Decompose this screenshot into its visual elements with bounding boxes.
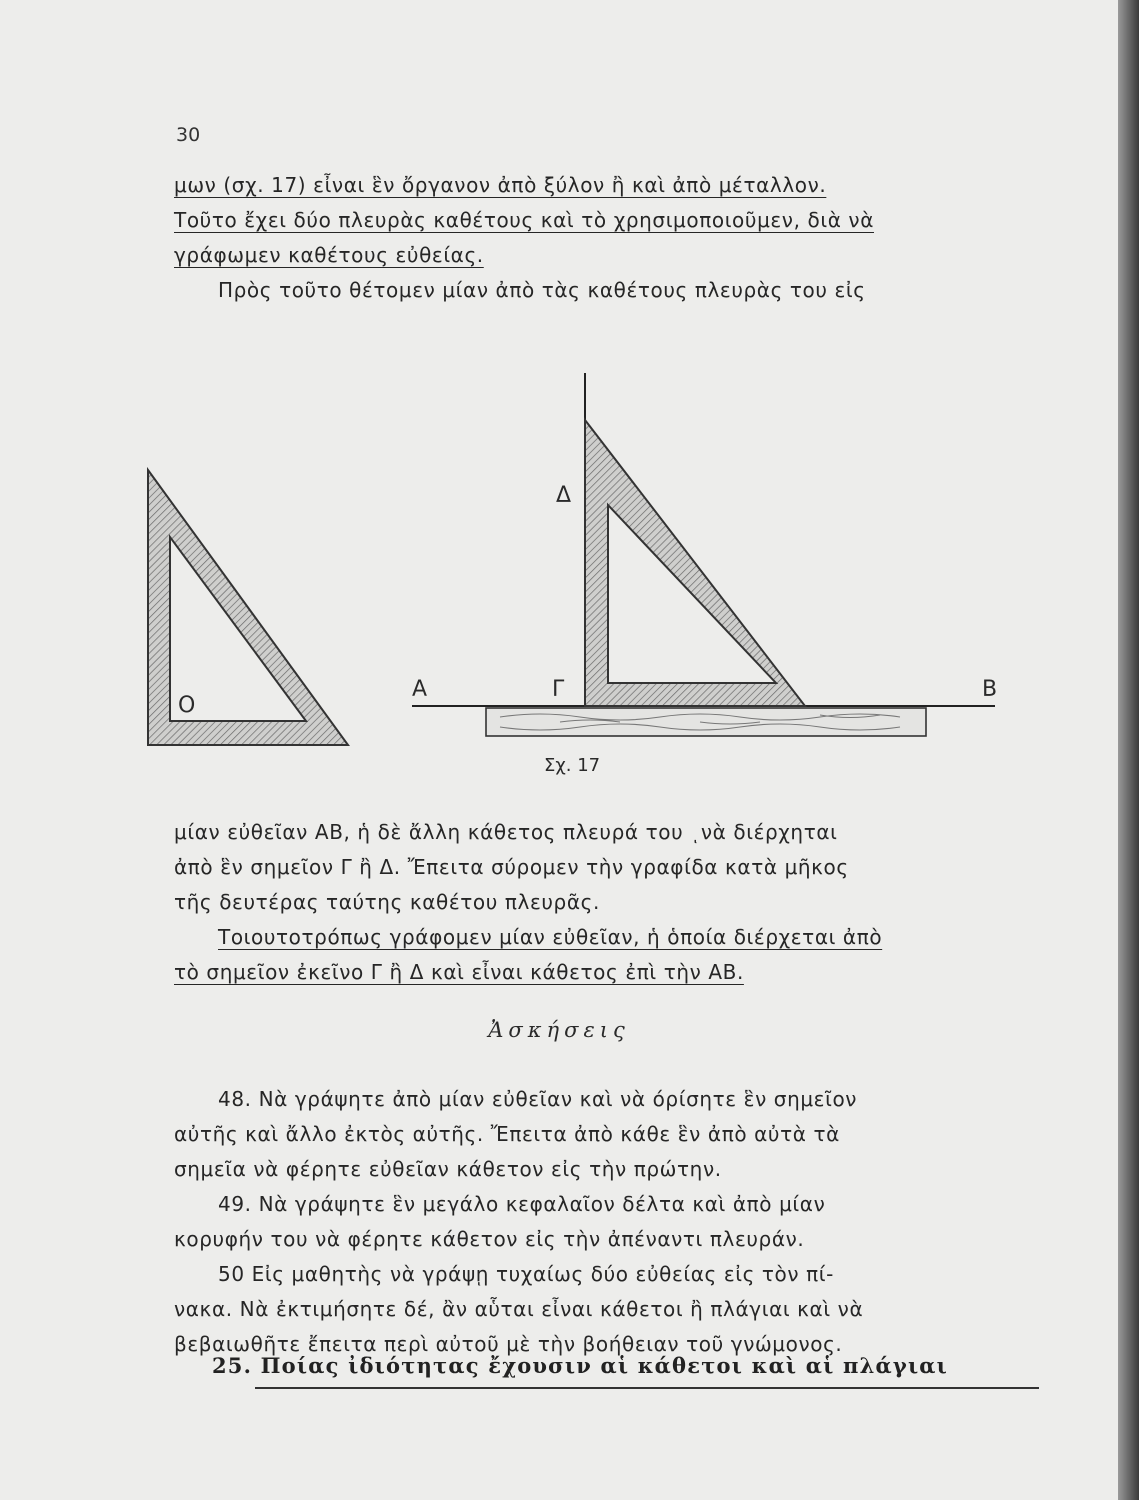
intro-line-3 (174, 238, 1024, 273)
exercise-48-line-1: 48. Νὰ γράψητε ἀπὸ μίαν εὐθεῖαν καὶ νὰ όρίσητε ἓν σημεῖον (218, 1087, 858, 1111)
after-line-4 (174, 920, 1024, 955)
after-line-4-text: Τοιουτοτρόπως γράφομεν μίαν εὐθεῖαν, ἡ ὁποία διέρχεται ἀπὸ (218, 925, 883, 949)
exercise-48-line-2: αὐτῆς καὶ ἄλλο ἐκτὸς αὐτῆς. Ἔπειτα ἀπὸ κάθε ἓν ἀπὸ αὐτὰ τὰ (174, 1122, 840, 1146)
figure-17 (140, 365, 1020, 785)
label-a: Α (412, 677, 428, 702)
intro-line-3-text: γράφωμεν καθέτους εὐθείας. (174, 243, 484, 267)
exercises-heading: Ἀσκήσεις (488, 1018, 630, 1042)
label-gamma: Γ (552, 677, 565, 702)
intro-paragraph (174, 168, 1024, 308)
label-o: Ο (178, 693, 196, 718)
after-line-5-text: τὸ σημεῖον ἐκεῖνο Γ ἢ Δ καὶ εἶναι κάθετος ἐπὶ τὴν ΑΒ. (174, 960, 744, 984)
intro-line-1-text: μων (σχ. 17) εἶναι ἓν ὄργανον ἀπὸ ξύλον ἢ καὶ ἀπὸ μέταλλον. (174, 173, 827, 197)
label-b: Β (982, 677, 998, 702)
after-line-5 (174, 955, 1024, 990)
figure-caption: Σχ. 17 (544, 755, 601, 776)
after-line-2: ἀπὸ ἓν σημεῖον Γ ἢ Δ. Ἔπειτα σύρομεν τὴν γραφίδα κατὰ μῆκος (174, 855, 849, 879)
bold-question-25: 25. Ποίας ἰδιότητας ἔχουσιν αἱ κάθετοι καὶ αἱ πλάγιαι (212, 1353, 949, 1378)
exercise-50-line-2: νακα. Νὰ ἐκτιμήσητε δέ, ἂν αὗται εἶναι κάθετοι ἢ πλάγιαι καὶ νὰ (174, 1297, 864, 1321)
after-line-3: τῆς δευτέρας ταύτης καθέτου πλευρᾶς. (174, 890, 600, 914)
exercise-50-line-3: βεβαιωθῆτε ἔπειτα περὶ αὐτοῦ μὲ τὴν βοήθειαν τοῦ γνώμονος. (174, 1332, 843, 1356)
intro-line-2-text: Τοῦτο ἔχει δύο πλευρὰς καθέτους καὶ τὸ χρησιμοποιοῦμεν, διὰ νὰ (174, 208, 874, 232)
exercises-list (174, 1082, 1024, 1362)
label-delta: Δ (556, 483, 572, 508)
page-number: 30 (176, 124, 201, 146)
set-square-diagram (140, 365, 1020, 785)
exercise-50-line-1: 50 Εἰς μαθητὴς νὰ γράψῃ τυχαίως δύο εὐθείας εἰς τὸν πί- (218, 1262, 834, 1286)
ruler (486, 708, 926, 736)
after-line-1: μίαν εὐθεῖαν ΑΒ, ἡ δὲ ἄλλη κάθετος πλευρά του ͺνὰ διέρχηται (174, 820, 838, 844)
right-set-square (585, 420, 805, 706)
intro-line-1 (174, 168, 1024, 203)
bottom-underline (255, 1387, 1039, 1389)
exercise-48-line-3: σημεῖα νὰ φέρητε εὐθεῖαν κάθετον εἰς τὴν πρώτην. (174, 1157, 722, 1181)
exercise-49-line-1: 49. Νὰ γράψητε ἓν μεγάλο κεφαλαῖον δέλτα καὶ ἀπὸ μίαν (218, 1192, 826, 1216)
intro-line-2 (174, 203, 1024, 238)
after-figure-paragraph (174, 815, 1024, 990)
intro-line-4: Πρὸς τοῦτο θέτομεν μίαν ἀπὸ τὰς καθέτους πλευρὰς του εἰς (218, 278, 866, 302)
exercise-49-line-2: κορυφήν του νὰ φέρητε κάθετον εἰς τὴν ἀπέναντι πλευράν. (174, 1227, 805, 1251)
page-edge-shadow (1118, 0, 1139, 1500)
